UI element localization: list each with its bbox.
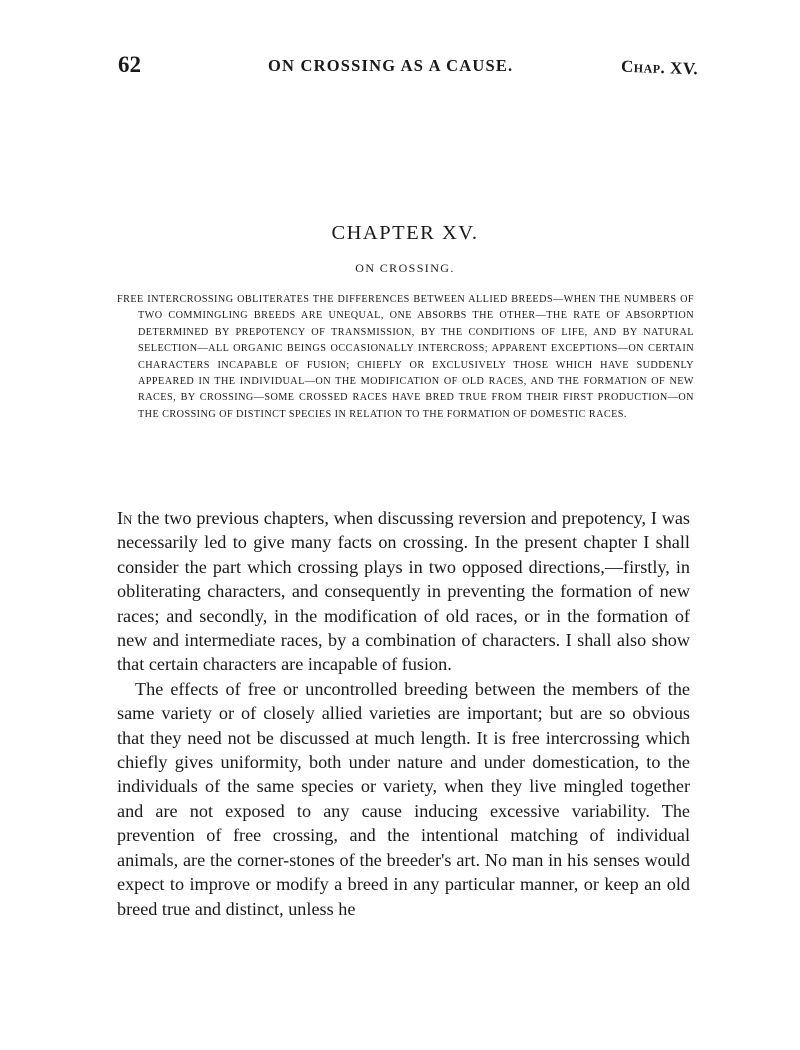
running-chapter: Chap. XV. [620, 56, 699, 79]
running-title: ON CROSSING AS A CAUSE. [268, 56, 514, 75]
chapter-title: CHAPTER XV. [331, 222, 479, 244]
body-text [117, 506, 690, 921]
paragraph-2: The effects of free or uncontrolled breeding between the members of the same variety or of closely allied varieties are important; but are so obvious that they need not be discussed at much length. It is free intercrossing which chiefly gives uniformity, both under nature and under domestication, to the individuals of the same species or variety, when they live mingled together and are not exposed to any cause inducing excessive variability. The prevention of free crossing, and the intentional matching of individual animals, are the corner-stones of the breeder's art. No man in his senses would expect to improve or modify a breed in any particular manner, or keep an old breed true and distinct, unless he [117, 678, 690, 919]
chapter-summary-text: FREE INTERCROSSING OBLITERATES THE DIFFERENCES BETWEEN ALLIED BREEDS—WHEN THE NUMBERS OF TWO COMMINGLING BREEDS ARE UNEQUAL, ONE ABSORBS THE OTHER—THE RATE OF ABSORPTION DETERMINED BY PREPOTENCY OF TRANSMISSION, BY THE CONDITIONS OF LIFE, AND BY NATURAL SELECTION—ALL ORGANIC BEINGS OCCASIONALLY INTERCROSS; APPARENT EXCEPTIONS—ON CERTAIN CHARACTERS INCAPABLE OF FUSION; CHIEFLY OR EXCLUSIVELY THOSE WHICH HAVE SUDDENLY APPEARED IN THE INDIVIDUAL—ON THE MODIFICATION OF OLD RACES, AND THE FORMATION OF NEW RACES, BY CROSSING—SOME CROSSED RACES HAVE BRED TRUE FROM THEIR FIRST PRODUCTION—ON THE CROSSING OF DISTINCT SPECIES IN RELATION TO THE FORMATION OF DOMESTIC RACES. [117, 294, 694, 420]
page-number: 62 [118, 52, 141, 77]
chapter-summary [117, 292, 694, 423]
paragraph-1-text: the two previous chapters, when discussing reversion and prepotency, I was necessarily led to give many facts on crossing. In the present chapter I shall consider the part which crossing plays in two opposed directions,—firstly, in obliterating characters, and consequently in preventing the formation of new races; and secondly, in the modification of old races, or in the formation of new and intermediate races, by a combination of characters. I shall also show that certain characters are incapable of fusion. [117, 508, 690, 675]
paragraph-1 [117, 506, 690, 677]
running-head [118, 52, 698, 82]
chapter-subtitle: ON CROSSING. [355, 261, 455, 275]
paragraph-1-first-word: In [117, 508, 133, 528]
